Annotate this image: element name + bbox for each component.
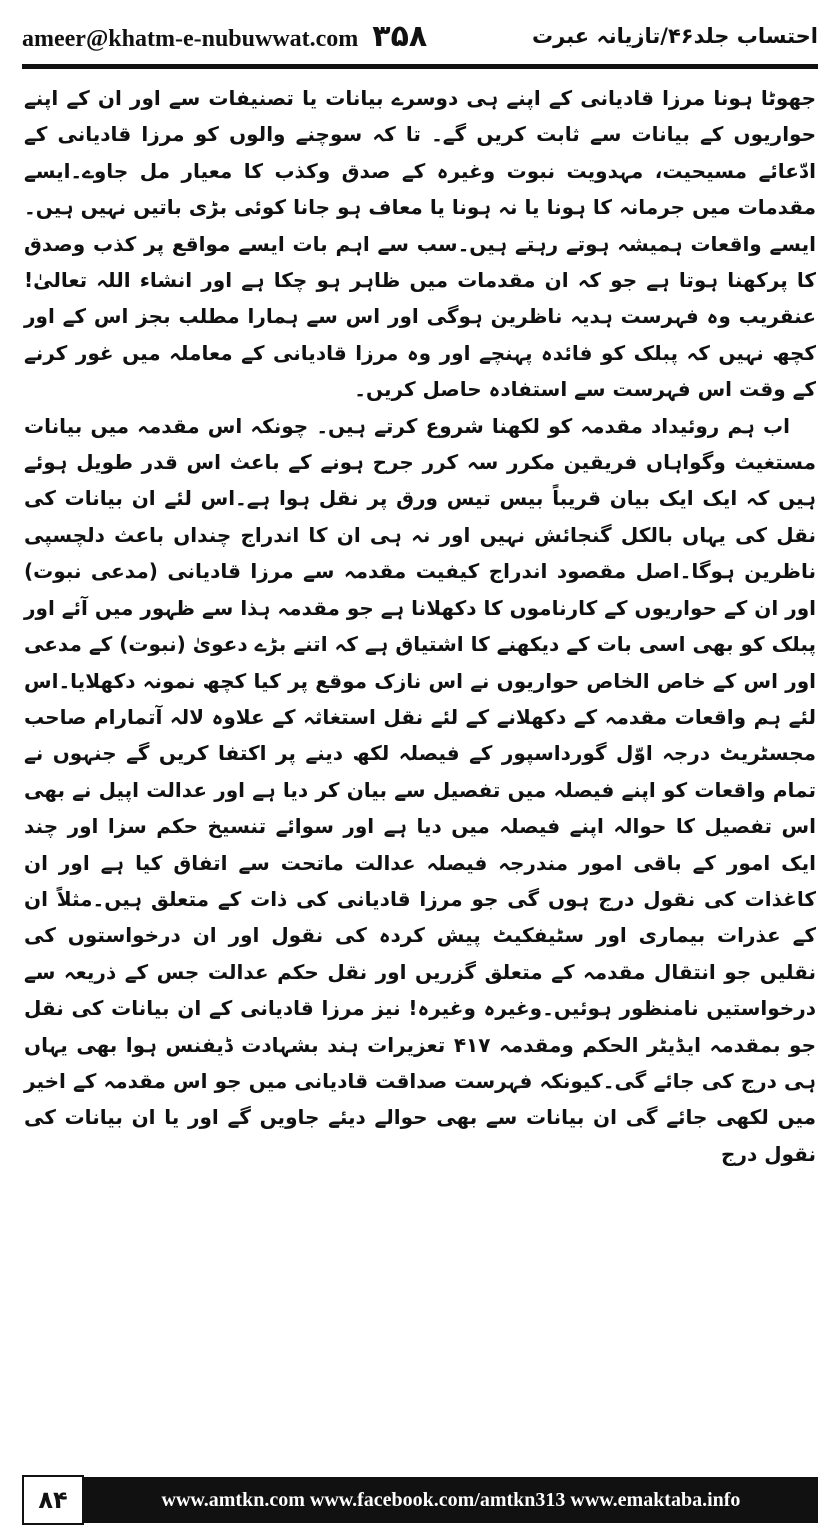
body-text bbox=[24, 80, 816, 1454]
running-title: احتساب جلد۴۶/تازیانہ عبرت bbox=[532, 24, 818, 48]
page-number: ۳۵۸ bbox=[372, 18, 428, 54]
header-rule bbox=[22, 64, 818, 69]
footer-links: www.amtkn.com www.facebook.com/amtkn313 www.emaktaba.info bbox=[84, 1477, 818, 1523]
page-footer bbox=[22, 1474, 818, 1526]
sheet-number: ۸۴ bbox=[22, 1475, 84, 1525]
header-email: ameer@khatm-e-nubuwwat.com bbox=[22, 25, 359, 52]
paragraph-2: اب ہم روئیداد مقدمہ کو لکھنا شروع کرتے ہیں۔ چونکہ اس مقدمہ میں بیانات مستغیث وگواہاں فریقین مکرر سہ کرر جرح ہونے کے باعث اس قدر طویل ہوئے ہیں کہ ایک ایک بیان قریباً بیس تیس ورق پر نقل ہوا ہے۔اس لئے ان بیانات کی نقل کی یہاں بالکل گنجائش نہیں اور نہ ہی ان کا اندراج چنداں باعث دلچسپی ناظرین ہوگا۔اصل مقصود اندراج کیفیت مقدمہ سے مرزا قادیانی (مدعی نبوت) اور ان کے حواریوں کے کارناموں کا دکھلانا ہے جو مقدمہ ہذا سے ظہور میں آئے اور پبلک کو بھی اسی بات کے دیکھنے کا اشتیاق ہے کہ اتنے بڑے دعویٰ (نبوت) کے مدعی اور اس کے خاص الخاص حواریوں نے اس نازک موقع پر کیا کچھ نمونہ دکھلایا۔اس لئے ہم واقعات مقدمہ کے دکھلانے کے لئے نقل استغاثہ کے علاوہ لالہ آتمارام صاحب مجسٹریٹ درجہ اوّل گورداسپور کے فیصلہ لکھ دینے پر اکتفا کریں گے جنہوں نے تمام واقعات کو اپنے فیصلہ میں تفصیل سے بیان کر دیا ہے اور عدالت اپیل نے بھی اس تفصیل کا حوالہ اپنے فیصلہ میں دیا ہے اور سوائے تنسیخ حکم سزا اور چند ایک امور کے باقی امور مندرجہ فیصلہ عدالت ماتحت سے اتفاق کیا ہے اور ان کاغذات کی نقول درج ہوں گی جو مرزا قادیانی کی ذات کے متعلق ہیں۔مثلاً ان کے عذرات بیماری اور سٹیفکیٹ پیش کردہ کی نقول اور ان درخواستوں کی نقلیں جو انتقال مقدمہ کے متعلق گزریں اور نقل حکم عدالت جس کے ذریعہ سے درخواستیں نامنظور ہوئیں۔وغیرہ وغیرہ! نیز مرزا قادیانی کے ان بیانات کی نقل جو بمقدمہ ایڈیٹر الحکم ومقدمہ ۴۱۷ تعزیرات ہند بشہادت ڈیفنس ہوا بھی یہاں ہی درج کی جائے گی۔کیونکہ فہرست صداقت قادیانی میں جو اس مقدمہ کے اخیر میں لکھی جائے گی ان بیانات سے بھی حوالے دیئے جاویں گے اور یا ان بیانات کی نقول درج bbox=[24, 413, 816, 1166]
page-header bbox=[22, 14, 818, 58]
paragraph-1: جھوٹا ہونا مرزا قادیانی کے اپنے ہی دوسرے بیانات یا تصنیفات سے اور ان کے اپنے حواریوں کے بیانات سے ثابت کریں گے۔ تا کہ سوچنے والوں کو مرزا قادیانی کے ادّعائے مسیحیت، مہدویت نبوت وغیرہ کے صدق وکذب کا معیار مل جاوے۔ایسے مقدمات میں جرمانہ کا ہونا یا نہ ہونا یا معاف ہو جانا کوئی بڑی باتیں نہیں ہیں۔ایسے واقعات ہمیشہ ہوتے رہتے ہیں۔سب سے اہم بات ایسے مواقع پر کذب وصدق کا پرکھنا ہوتا ہے جو کہ ان مقدمات میں ظاہر ہو چکا ہے اور انشاء اللہ تعالیٰ! عنقریب وہ فہرست ہدیہ ناظرین ہوگی اور اس سے ہمارا مطلب بجز اس کے اور کچھ نہیں کہ پبلک کو فائدہ پہنچے اور وہ مرزا قادیانی کے معاملہ میں غور کرنے کے وقت اس فہرست سے استفادہ حاصل کریں۔ bbox=[24, 86, 816, 402]
header-left bbox=[22, 19, 427, 54]
